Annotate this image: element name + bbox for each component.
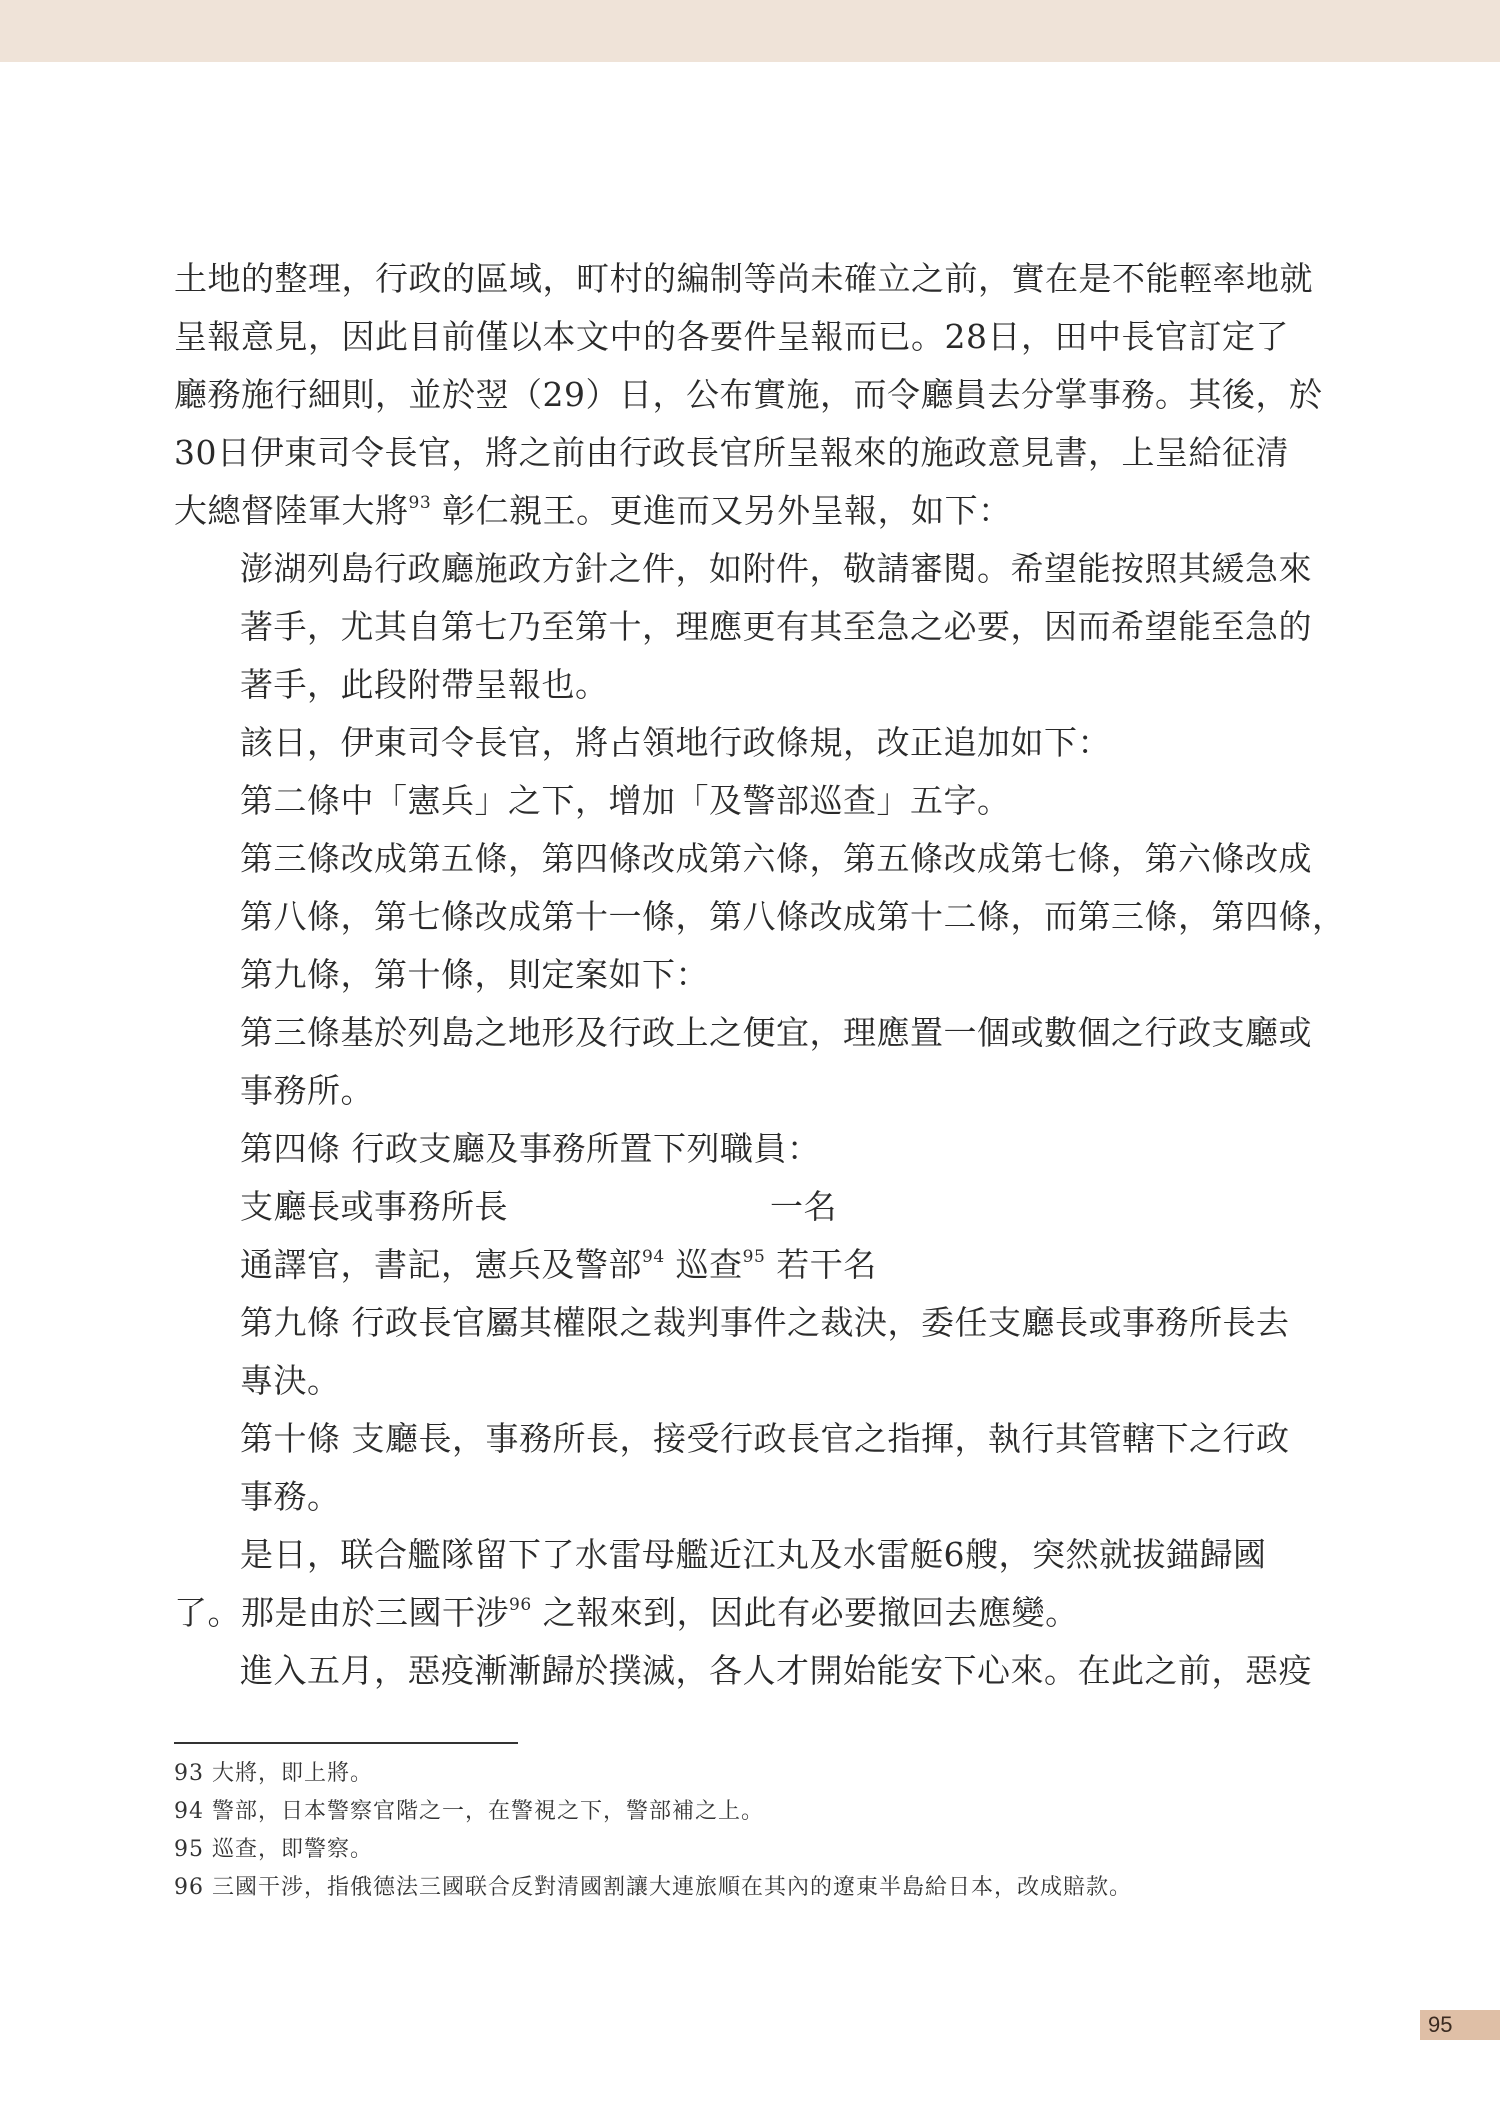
- renumber-line-3: 第九條，第十條，則定案如下：: [240, 955, 709, 994]
- paragraph-4: 進入五月，惡疫漸漸歸於撲滅，各人才開始能安下心來。在此之前，惡疫: [240, 1651, 1312, 1690]
- text-segment: 若干名: [776, 1245, 877, 1284]
- staff-row-1: [174, 1178, 1290, 1236]
- paragraph-3-line-2: [174, 1584, 1290, 1642]
- text-segment: 彰仁親王。更進而又另外呈報，如下：: [442, 491, 1012, 530]
- paragraph-2: 該日，伊東司令長官，將占領地行政條規，改正追加如下：: [240, 723, 1111, 762]
- paragraph-1-line-3: 廳務施行細則，並於翌（29）日，公布實施，而令廳員去分掌事務。其後，於: [174, 375, 1323, 414]
- quote-line-1: 澎湖列島行政廳施政方針之件，如附件，敬請審閱。希望能按照其緩急來: [240, 549, 1312, 588]
- article-3-line-1: 第三條基於列島之地形及行政上之便宜，理應置一個或數個之行政支廳或: [240, 1013, 1312, 1052]
- article-2-amendment: 第二條中「憲兵」之下，增加「及警部巡查」五字。: [240, 781, 1011, 820]
- text-segment: 大總督陸軍大將: [174, 491, 409, 530]
- article-10-line-1: 第十條 支廳長，事務所長，接受行政長官之指揮，執行其管轄下之行政: [240, 1419, 1290, 1458]
- footnote-95: 95 巡查，即警察。: [174, 1837, 373, 1862]
- article-4-heading: 第四條 行政支廳及事務所置下列職員：: [240, 1129, 821, 1168]
- article-9-line-2: 專決。: [240, 1361, 341, 1400]
- footnote-ref-94: 94: [642, 1247, 665, 1267]
- text-segment: 了。那是由於三國干涉: [174, 1593, 509, 1632]
- footnote-ref-93: 93: [408, 493, 432, 513]
- paragraph-1-line-1: 土地的整理，行政的區域，町村的編制等尚未確立之前，實在是不能輕率地就: [174, 259, 1313, 298]
- article-10-line-2: 事務。: [240, 1477, 341, 1516]
- staff-role: 支廳長或事務所長: [240, 1187, 508, 1226]
- quote-line-2: 著手，尤其自第七乃至第十，理應更有其至急之必要，因而希望能至急的: [240, 607, 1312, 646]
- staff-count: 一名: [770, 1187, 837, 1226]
- footnote-93: 93 大將，即上將。: [174, 1761, 373, 1786]
- footnote-divider: [174, 1742, 518, 1744]
- renumber-line-1: 第三條改成第五條，第四條改成第六條，第五條改成第七條，第六條改成: [240, 839, 1312, 878]
- paragraph-3-line-1: 是日，联合艦隊留下了水雷母艦近江丸及水雷艇6艘，突然就拔錨歸國: [240, 1535, 1267, 1574]
- footnote-ref-95: 95: [742, 1247, 766, 1267]
- text-segment: 之報來到，因此有必要撤回去應變。: [542, 1593, 1079, 1632]
- footnote-ref-96: 96: [509, 1595, 532, 1615]
- article-9-line-1: 第九條 行政長官屬其權限之裁判事件之裁決，委任支廳長或事務所長去: [240, 1303, 1290, 1342]
- text-segment: 通譯官，書記，憲兵及警部: [240, 1245, 642, 1284]
- paragraph-1-line-2: 呈報意見，因此目前僅以本文中的各要件呈報而已。28日，田中長官訂定了: [174, 317, 1289, 356]
- text-segment: 巡查: [675, 1245, 743, 1284]
- renumber-line-2: 第八條，第七條改成第十一條，第八條改成第十二條，而第三條，第四條，: [240, 897, 1346, 936]
- paragraph-1-line-5: [174, 482, 1290, 540]
- footnotes: [174, 1755, 1324, 1907]
- footnote-96: 96 三國干涉，指俄德法三國联合反對清國割讓大連旅順在其內的遼東半島給日本，改成賠款。: [174, 1875, 1132, 1900]
- footnote-94: 94 警部，日本警察官階之一，在警視之下，警部補之上。: [174, 1799, 764, 1824]
- article-3-line-2: 事務所。: [240, 1071, 374, 1110]
- page-number: 95: [1420, 2010, 1500, 2040]
- paragraph-1-line-4: 30日伊東司令長官，將之前由行政長官所呈報來的施政意見書，上呈給征清: [174, 433, 1289, 472]
- staff-row-2: [174, 1236, 1290, 1294]
- top-band: [0, 0, 1500, 62]
- body-text: [174, 250, 1346, 1700]
- quote-line-3: 著手，此段附帶呈報也。: [240, 665, 609, 704]
